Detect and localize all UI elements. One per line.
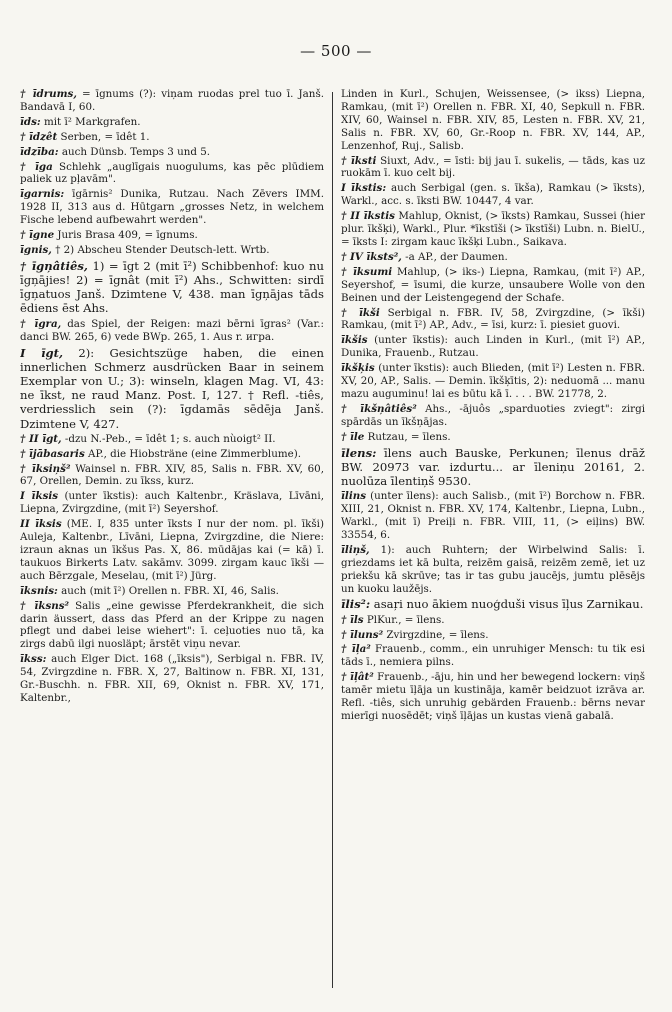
entry-body: Siuxt, Adv., = īsti: bij jau ī. sukelis, — tāds, kas uz ruokām ī. kuo celt bij.	[341, 154, 645, 180]
entry-headword: † īls	[341, 613, 364, 626]
right-column	[333, 88, 645, 988]
dictionary-entry	[341, 671, 645, 723]
entry-body: īgārnis² Dunika, Rutzau. Nach Zēvers IMM. 1928 II, 313 aus d. Hūtgarn „grosses Netz, in welchem Fische lebend aufbewahrt werden".	[20, 188, 324, 227]
entry-body: Salis „eine gewisse Pferdekrankheit, die sich darin äussert, dass das Pferd an der Krippe zu nagen pflegt und dabei leise wiehert": ī. ceļuoties nuo tā, ka zirgs dabū ilgi nuosläpt; ārstēt viņu nevar.	[20, 599, 325, 651]
dictionary-entry	[20, 188, 324, 227]
dictionary-entry	[341, 307, 645, 333]
entry-body: auch (mit ī²) Orellen n. FBR. XI, 46, Salis.	[61, 584, 279, 597]
entry-body: (unter īlens): auch Salisb., (mit ī²) Borchow n. FBR. XIII, 21, Oknist n. FBR. XV, 174, Kaltenbr., Liepna, Lubn., Warkl., (mit ī) Preiļi n. FBR. VIII, 11, (> eiļins) BW. 33554, 6.	[341, 490, 645, 541]
dictionary-entry	[20, 88, 324, 114]
entry-headword: īgarnis:	[20, 188, 65, 201]
entry-body: Linden in Kurl., Schujen, Weissensee, (> ikss) Liepna, Ramkau, (mit ī²) Orellen n. FBR. XI, 40, Sepkull n. FBR. XIV, 60, Wainsel n. FBR. XIV, 85, Lesten n. FBR. XV, 21, Salis n. FBR. XV, 60, Gr.-Roop n. FBR. XV, 144, AP., Lenzenhof, Ruj., Salisb.	[341, 88, 645, 152]
entry-headword: † īluns²	[341, 628, 384, 641]
entry-headword: īliņš,	[341, 543, 370, 556]
dictionary-entry	[20, 433, 324, 446]
dictionary-entry	[20, 131, 324, 144]
entry-body: Mahlup, (> iks-) Liepna, Ramkau, (mit ī²) AP., Seyershof, = īsumi, die kurze, unsaubere Wolle von den Beinen und der Leistengegend der Schafe.	[341, 265, 645, 304]
entry-headword: † īksumi	[341, 265, 393, 278]
entry-headword: † īļa²	[341, 643, 371, 656]
entry-body: Zvirgzdine, = īlens.	[386, 628, 489, 641]
entry-body: 1) = īgt 2 (mit ī²) Schibbenhof: kuo nu īgņājies! 2) = īgnât (mit ī²) Ahs., Schwitten: sirdī īgņatuos Janš. Dzimtene V, 438. man īgņājas tāds ēdiens ēst Ahs.	[20, 258, 324, 316]
entry-headword: † īkši	[341, 306, 380, 319]
entry-body: auch Elger Dict. 168 („īksis"), Serbigal n. FBR. IV, 54, Zvirgzdine n. FBR. X, 27, Baltinow n. FBR. XI, 131, Gr.-Buschh. n. FBR. XII, 69, Oknist n. FBR. XV, 171, Kaltenbr.,	[20, 653, 324, 704]
entry-headword: † īga	[20, 160, 53, 173]
entry-headword: † īļât²	[341, 671, 374, 684]
entry-headword: īgnis,	[20, 243, 52, 256]
dictionary-entry	[20, 490, 324, 516]
entry-body: asaŗi nuo ākiem nuoģduši visus īļus Zarnikau.	[373, 597, 644, 612]
dictionary-entry	[341, 614, 645, 627]
entry-body: † 2) Abscheu Stender Deutsch-lett. Wrtb.	[55, 243, 270, 256]
entry-body: (unter īkstis): auch Blieden, (mit ī²) Lesten n. FBR. XV, 20, AP., Salis. — Demin. īkšķītis, 2): neduomā ... manu mazu auguminu! lai es būtu kā ī. . . . BW. 21778, 2.	[341, 362, 645, 400]
dictionary-entry	[20, 585, 324, 598]
entry-headword: † II īkstis	[341, 210, 395, 223]
dictionary-entry	[341, 362, 645, 401]
entry-headword: † īgne	[20, 229, 55, 242]
dictionary-entry	[20, 244, 324, 257]
entry-headword: † īksti	[341, 154, 377, 167]
dictionary-entry	[20, 448, 324, 461]
entry-headword: īds:	[20, 115, 41, 128]
entry-headword: † īksiņš²	[20, 462, 71, 475]
entry-body: Rutzau, = īlens.	[367, 430, 451, 443]
entry-headword: † II īgt,	[20, 432, 62, 445]
entry-headword: II īksis	[20, 518, 62, 531]
entry-body: das Spiel, der Reigen: mazi bērni īgras² (Var.: danci BW. 265, 6) vede BWp. 265, 1. Aus r. игра.	[20, 317, 325, 343]
entry-headword: īkss:	[20, 653, 47, 666]
entry-body: Ahs., -ājuôs „sparduoties zviegt": zirgi spārdās un īkšņājas.	[341, 402, 645, 428]
entry-headword: † īle	[341, 430, 365, 443]
entry-headword: † īksns²	[20, 599, 70, 612]
entry-body: AP., die Hiobsträne (eine Zimmerblume).	[88, 447, 301, 460]
entry-body: Frauenb., comm., ein unruhiger Mensch: tu tik esi tāds ī., nemiera pilns.	[341, 643, 645, 669]
dictionary-entry	[341, 251, 645, 264]
entry-headword: I īkstis:	[341, 182, 387, 195]
entry-headword: īkšķis	[341, 362, 375, 375]
dictionary-entry	[20, 116, 324, 129]
entry-body: Serbigal n. FBR. IV, 58, Zvirgzdine, (> īkši) Ramkau, (mit ī²) AP., Adv., = īsi, kurz: ī. piesiet guovi.	[341, 306, 645, 332]
entry-headword: īdzība:	[20, 145, 59, 158]
dictionary-entry	[20, 463, 324, 489]
entry-body: Juris Brasa 409, = īgnums.	[57, 229, 198, 242]
dictionary-entry	[341, 643, 645, 669]
dictionary-entry	[20, 600, 324, 652]
dictionary-entry	[341, 446, 645, 489]
entry-body: auch Dünsb. Temps 3 und 5.	[61, 145, 211, 158]
entry-body: -dzu N.-Peb., = īdêt 1; s. auch nùoigt² II.	[64, 432, 276, 445]
entry-body: (ME. I, 835 unter īksts I nur der nom. pl. īkši) Auleja, Kaltenbr., Līvāni, Liepna, Zvirgzdine, die Niere: izraun aknas un īkšus Pas. X, 86. mūdājas kai (= kā) ī. taukuos Birkerts Latv. sakāmv. 3099. zirgam kauc īkši — auch Bērzgale, Meselau, (mit ī²) Jürg.	[20, 518, 324, 582]
entry-headword: † ījābasaris	[20, 447, 85, 460]
dictionary-entry	[341, 210, 645, 249]
dictionary-entry	[20, 161, 324, 187]
entry-headword: īksnis:	[20, 584, 58, 597]
entry-headword: īlens:	[341, 445, 377, 460]
dictionary-entry	[341, 88, 645, 153]
dictionary-entry	[341, 490, 645, 542]
entry-headword: † īdzêt	[20, 130, 58, 143]
entry-headword: † īkšņâtiês²	[341, 402, 417, 415]
entry-body: Wainsel n. FBR. XIV, 85, Salis n. FBR. XV, 60, 67, Orellen, Demin. zu īkss, kurz.	[20, 462, 324, 488]
entry-headword: īlis²:	[341, 597, 371, 612]
entry-body: īlens auch Bauske, Perkunen; īlenus drāž BW. 20973 var. izdurtu... ar īleniņu 20161, 2. nuolūza īlentiņš 9530.	[341, 445, 645, 488]
dictionary-entry	[341, 629, 645, 642]
entry-body: 2): Gesichtszüge haben, die einen innerlichen Schmerz ausdrücken Baar in seinem Exemplar von U.; 3): winseln, klagen Mag. VI, 43: ne īkst, ne raud Manz. Post. I, 127. † Refl. -tiês, verdriesslich sein (?): īgdamās sēdēja Janš. Dzimtene V, 427.	[20, 345, 324, 431]
dictionary-entry	[20, 259, 324, 316]
dictionary-entry	[20, 346, 324, 431]
dictionary-entry	[341, 431, 645, 444]
entry-body: Frauenb., -āju, hin und her bewegend lockern: viņš tamēr mietu īļāja un kustināja, kamēr beidzuot izrāva ar. Refl. -tiês, sich unruhig gebärden Frauenb.: bērns nevar mierīgi nuosēdēt; viņš īļājas un kustas vienā gabalā.	[341, 671, 645, 722]
entry-headword: † īgra,	[20, 317, 62, 330]
dictionary-entry	[20, 146, 324, 159]
entry-body: (unter īkstis): auch Kaltenbr., Kräslava, Līvāni, Liepna, Zvirgzdine, (mit ī²) Seyershof.	[20, 490, 324, 516]
dictionary-entry	[341, 266, 645, 305]
dictionary-entry	[20, 229, 324, 242]
dictionary-entry	[20, 318, 324, 344]
entry-body: = īgnums (?): viņam ruodas prel tuo ī. Janš. Bandavā I, 60.	[20, 88, 324, 113]
dictionary-entry	[341, 544, 645, 596]
entry-headword: īlins	[341, 490, 367, 503]
entry-body: 1): auch Ruhtern; der Wirbelwind Salis: ī. griezdams iet kā bulta, reizēm gaisā, reizēm zemē, iet uz priekšu kā skrūve; tas ir tas gubu jaucējs, jumtu plēsējs un kuoku laužējs.	[341, 543, 645, 595]
entry-body: (unter īkstis): auch Linden in Kurl., (mit ī²) AP., Dunika, Frauenb., Rutzau.	[341, 334, 645, 360]
dictionary-entry	[341, 155, 645, 181]
entry-headword: † īgņâtiês,	[20, 258, 88, 273]
entry-headword: I īgt,	[20, 345, 64, 360]
entry-body: Mahlup, Oknist, (> īksts) Ramkau, Sussei (hier plur. īkšķi), Warkl., Plur. *īkstīši (> īkstīši) Lubn. n. BielU., = īksts I: zirgam kauc īkšķi Lubn., Saikava.	[341, 210, 645, 248]
dictionary-entry	[341, 334, 645, 360]
entry-body: Serben, = īdêt 1.	[60, 130, 150, 143]
dictionary-entry	[20, 518, 324, 583]
entry-headword: † īdrums,	[20, 88, 77, 100]
entry-body: mit ī² Markgrafen.	[44, 115, 141, 128]
page-number: — 500 —	[300, 42, 372, 60]
dictionary-entry	[20, 653, 324, 705]
entry-headword: I īksis	[20, 490, 59, 503]
entry-body: PlKur., = īlens.	[366, 613, 445, 626]
entry-body: auch Serbigal (gen. s. īkša), Ramkau (> īksts), Warkl., acc. s. īksti BW. 10447, 4 var.	[341, 182, 645, 208]
entry-headword: † IV īksts²,	[341, 250, 402, 263]
dictionary-entry	[341, 182, 645, 208]
entry-body: -a AP., der Daumen.	[405, 250, 508, 263]
dictionary-entry	[341, 403, 645, 429]
dictionary-entry	[341, 597, 645, 611]
entry-headword: īkšis	[341, 334, 368, 347]
columns	[20, 88, 650, 988]
left-column	[20, 88, 332, 988]
entry-body: Schlehk „auglīgais nuogulums, kas pēc plūdiem paliek uz pļavām".	[20, 160, 324, 186]
